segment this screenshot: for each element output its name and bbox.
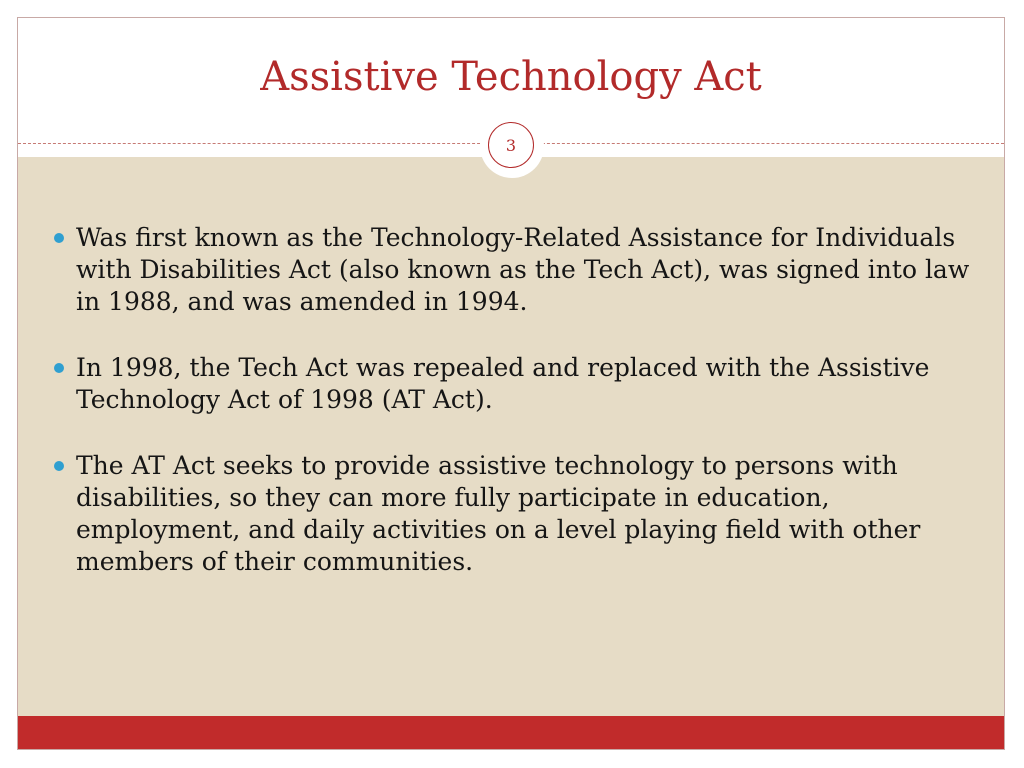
footer-bar (18, 716, 1004, 750)
bullet-list (54, 222, 974, 612)
bullet-text: Was first known as the Technology-Related Assistance for Individuals with Disabilities Act (also known as the Tech Act), was signed into law in 1988, and was amended in 1994. (76, 223, 970, 316)
slide (17, 17, 1005, 750)
page-number-badge (480, 114, 544, 178)
bullet-text: The AT Act seeks to provide assistive technology to persons with disabilities, so they can more fully participate in education, employment, and daily activities on a level playing field with other members of their communities. (76, 451, 921, 576)
page-number: 3 (488, 122, 534, 168)
slide-title: Assistive Technology Act (260, 54, 762, 100)
bullet-dot-icon (54, 461, 64, 471)
bullet-item (54, 222, 974, 318)
bullet-text: In 1998, the Tech Act was repealed and replaced with the Assistive Technology Act of 1998 (AT Act). (76, 353, 930, 414)
bullet-item (54, 450, 974, 578)
bullet-item (54, 352, 974, 416)
bullet-dot-icon (54, 363, 64, 373)
bullet-dot-icon (54, 233, 64, 243)
